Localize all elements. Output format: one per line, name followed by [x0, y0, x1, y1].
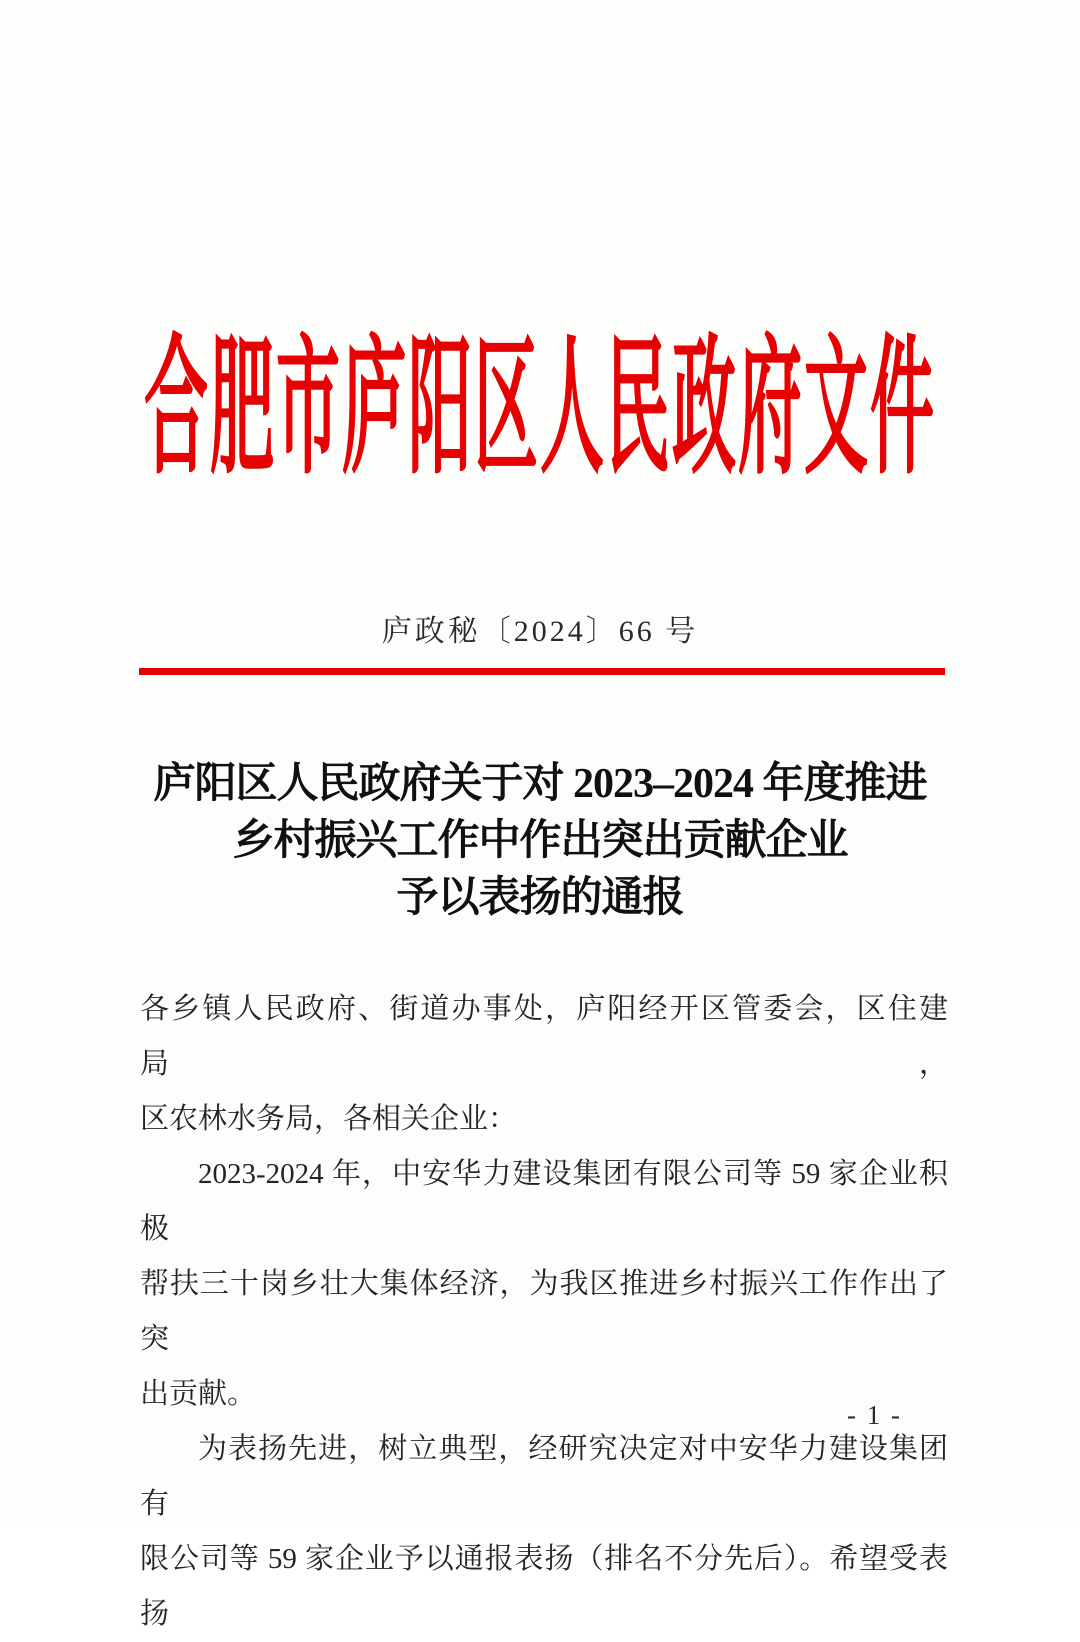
body-line: 为表扬先进，树立典型，经研究决定对中安华力建设集团有	[140, 1433, 948, 1520]
page-number: - 1 -	[847, 1400, 902, 1430]
doc-title-line-3: 予以表扬的通报	[396, 875, 684, 921]
body-line: 出贡献。	[140, 1378, 257, 1410]
doc-title-line-1: 庐阳区人民政府关于对 2023–2024 年度推进	[153, 761, 927, 807]
body-line: 限公司等 59 家企业予以通报表扬（排名不分先后）。希望受表扬	[140, 1543, 948, 1630]
doc-title	[0, 756, 1080, 927]
doc-title-line-2: 乡村振兴工作中作出突出贡献企业	[232, 818, 848, 864]
body-line: 帮扶三十岗乡壮大集体经济，为我区推进乡村振兴工作作出了突	[140, 1268, 948, 1355]
body-line: 各乡镇人民政府、街道办事处，庐阳经开区管委会，区住建局，	[140, 993, 948, 1080]
doc-number: 庐政秘〔2024〕66 号	[381, 615, 699, 648]
red-divider-line	[139, 668, 945, 675]
body-line: 区农林水务局，各相关企业：	[140, 1103, 518, 1135]
agency-header-text: 合肥市庐阳区人民政府文件	[144, 325, 936, 493]
body-line: 2023-2024 年，中安华力建设集团有限公司等 59 家企业积极	[140, 1158, 948, 1245]
agency-header	[0, 325, 1080, 493]
doc-body	[140, 982, 948, 1642]
